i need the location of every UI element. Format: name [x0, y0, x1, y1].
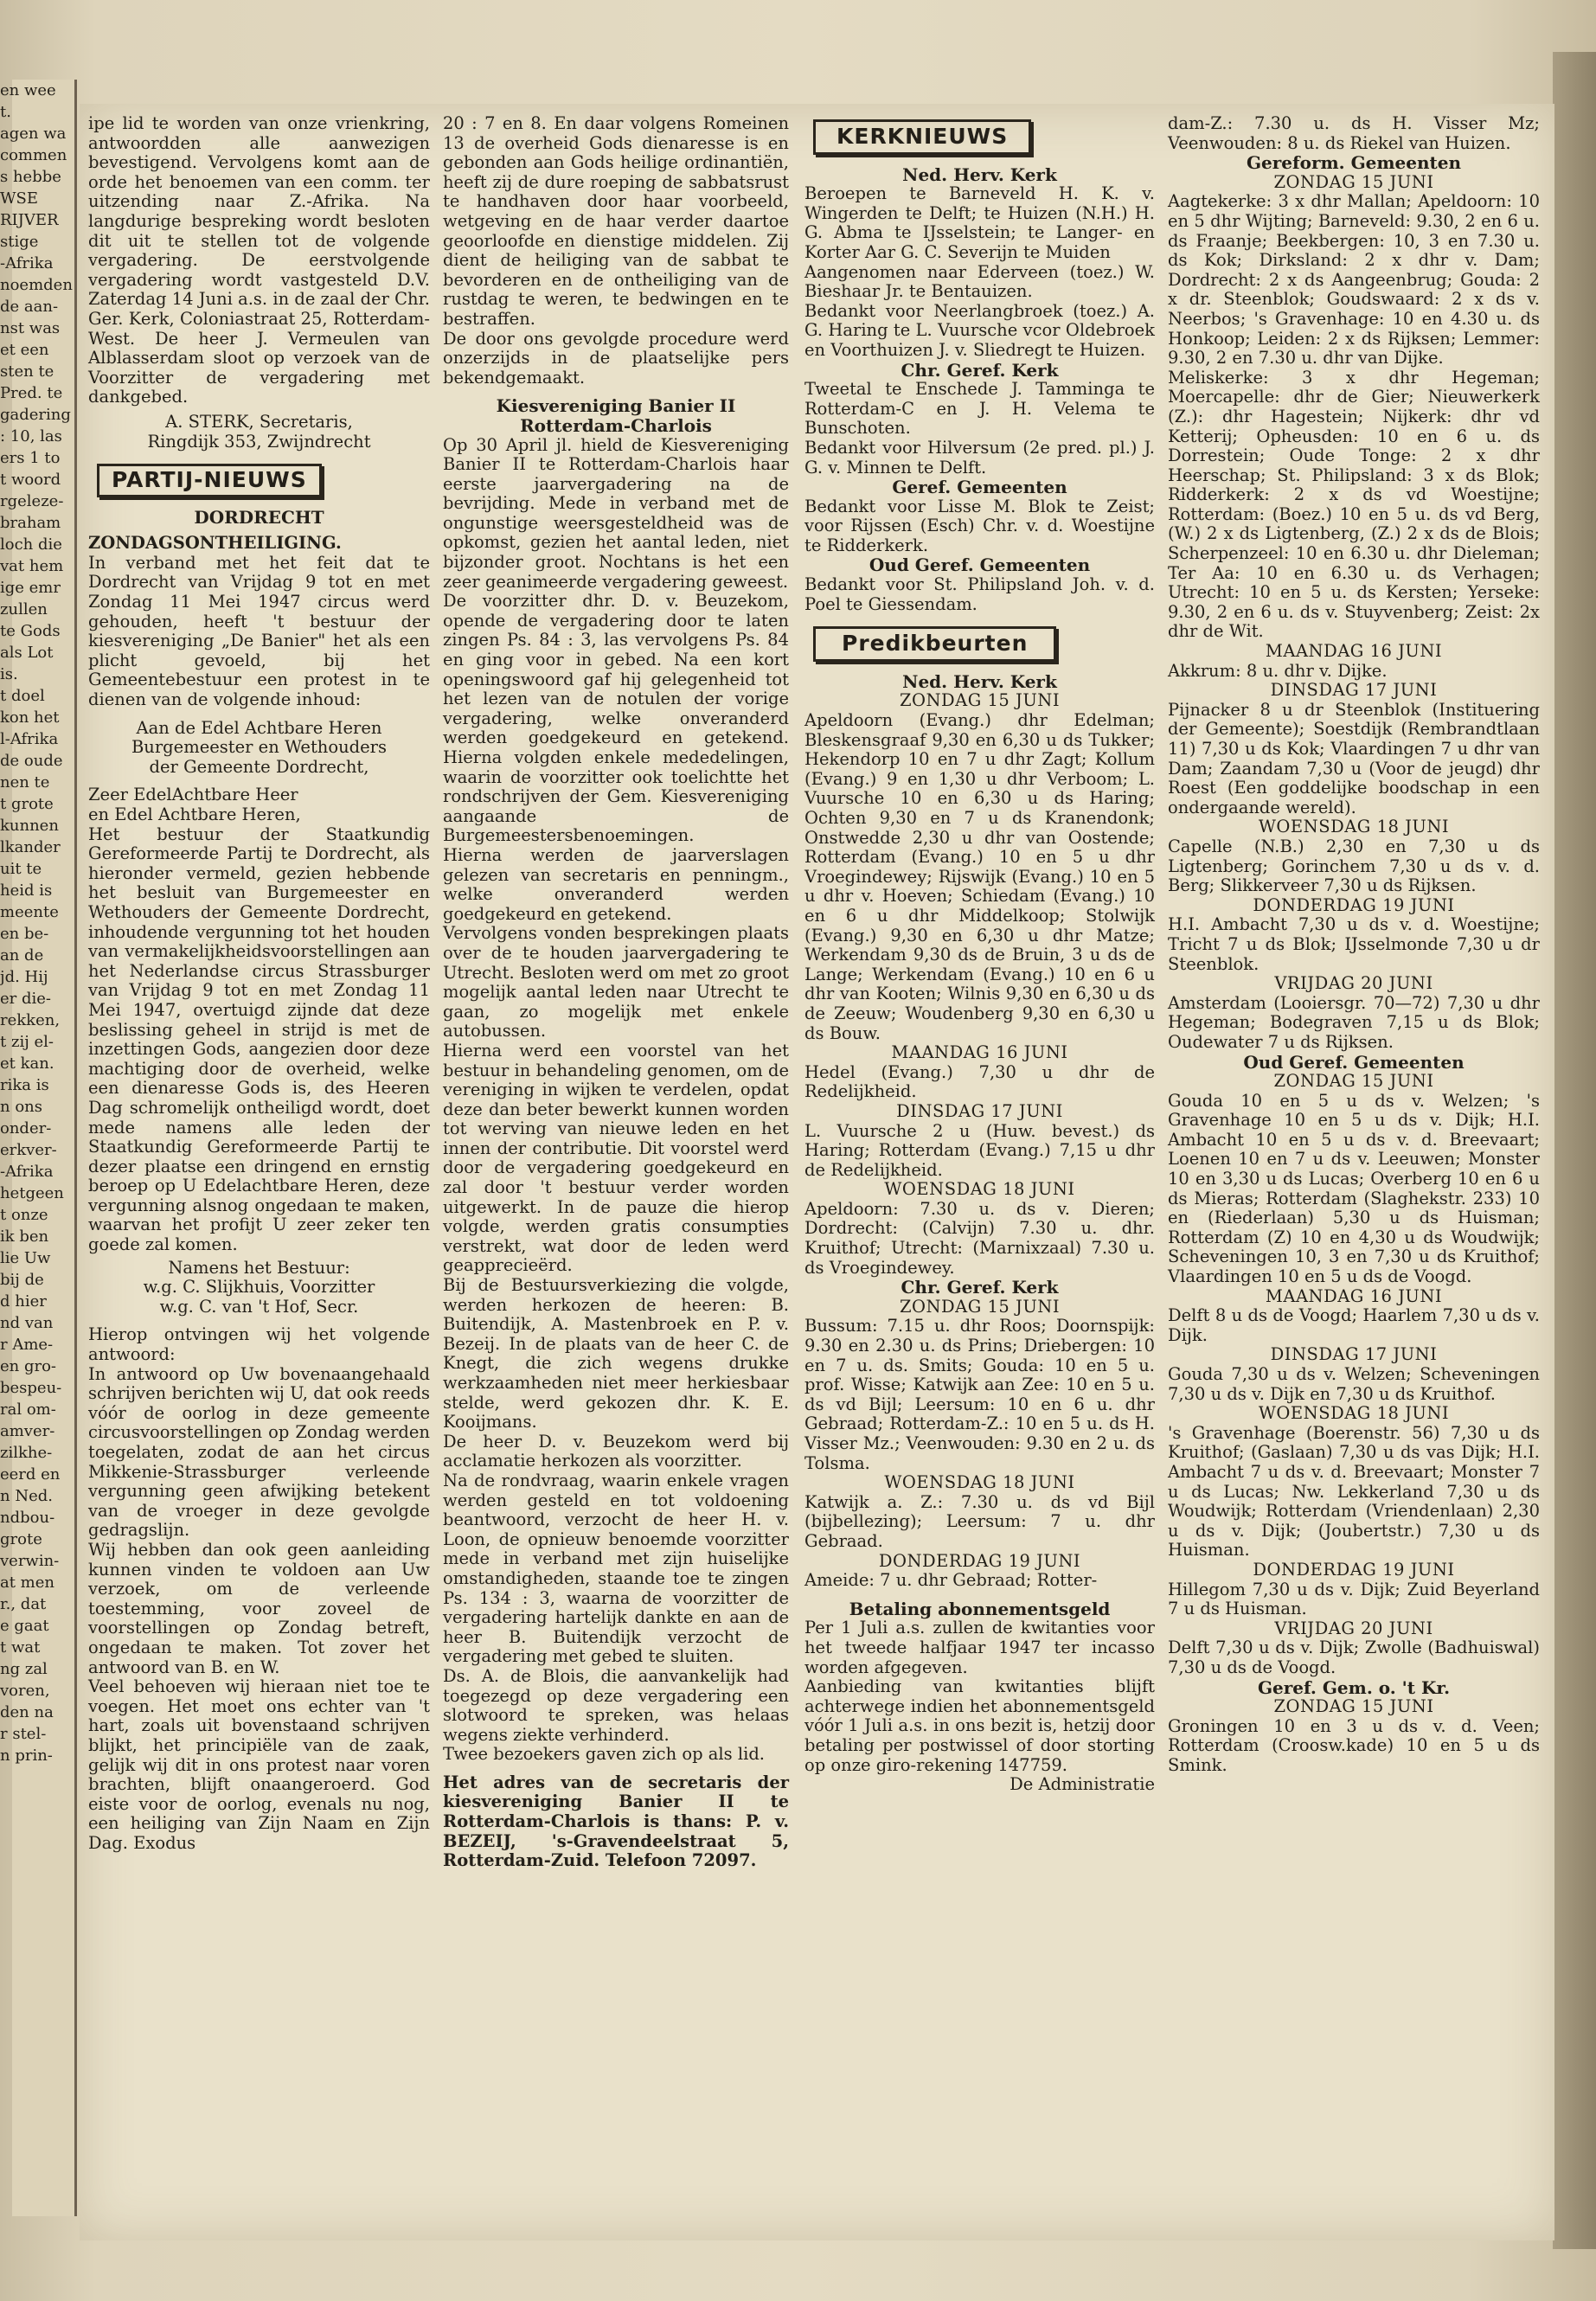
paragraph: De heer D. v. Beuzekom werd bij acclamatie herkozen als voorzitter. — [443, 1431, 789, 1471]
article-subheading: Rotterdam-Charlois — [520, 414, 712, 436]
stub-line: nen te — [0, 773, 50, 792]
stub-line: en gro- — [0, 1357, 57, 1375]
paragraph: Hierna werden de jaarverslagen gelezen van secretaris en penningm., welke onveranderd werden goedgekeurd en getekend. — [443, 844, 789, 924]
day-heading: ZONDAG 15 JUNI — [1273, 1696, 1434, 1717]
paragraph: Na de rondvraag, waarin enkele vragen werden gesteld en tot voldoening beantwoord, verzocht de heer H. v. Loon, de opnieuw benoemde voorzitter mede in verband met zijn huiselijke omstandigheden, staande toe te zingen Ps. 134 : 3, waarna de voorzitter de vergadering hartelijk dankte en aan de heer B. Buitendijk verzocht de vergadering met gebed te sluiten. — [443, 1470, 789, 1667]
signature: A. STERK, Secretaris, — [165, 411, 353, 432]
service-list: Katwijk a. Z.: 7.30 u. ds vd Bijl (bijbellezing); Leersum: 7 u. dhr Gebraad. — [804, 1491, 1155, 1551]
church-heading: Oud Geref. Gemeenten — [1243, 1051, 1465, 1073]
church-heading: Chr. Geref. Kerk — [901, 1277, 1059, 1298]
stub-line: erkver- — [0, 1141, 57, 1159]
stub-line: : 10, las — [0, 427, 62, 445]
day-heading: DINSDAG 17 JUNI — [1270, 1344, 1438, 1365]
notice-text: Aanbieding van kwitanties blijft achterwege indien het abonnementsgeld vóór 1 Juli a.s. in ons bezit is, hetzij door betaling per postwissel of door storting op onze giro-rekening 147759. — [804, 1676, 1155, 1775]
service-list: Capelle (N.B.) 2,30 en 7,30 u ds Ligtenberg; Gorinchem 7,30 u ds v. d. Berg; Slikkerveer 7,30 u ds Rijksen. — [1168, 836, 1540, 896]
stub-line: Pred. te — [0, 384, 63, 402]
stub-line: onder- — [0, 1119, 52, 1138]
notice-signature: De Administratie — [1010, 1774, 1155, 1795]
stub-line: s hebbe — [0, 168, 61, 186]
signature-address: Ringdijk 353, Zwijndrecht — [147, 431, 371, 452]
stub-line: en be- — [0, 925, 49, 943]
stub-line: ral om- — [0, 1400, 56, 1419]
address-line: der Gemeente Dordrecht, — [149, 756, 369, 777]
column-1 — [88, 114, 430, 1853]
stub-line: en wee — [0, 81, 56, 99]
paragraph: Het bestuur der Staatkundig Gereformeerde Partij te Dordrecht, als hieronder vermeld, gezien hebbende het besluit van Burgemeester en Wethouders der Gemeente Dordrecht, inhoudende vergunning tot het houden van vermakelijkheidsvoorstellingen aan het Nederlandse circus Strassburger van Vrijdag 9 tot en met Zondag 11 Mei 1947, overtuigd zijnde dat deze beslissing geheel in strijd is met de inzettingen Gods, aangezien door deze machtiging door de overheid, welke een dienaresse Gods is, des Heeren Dag schromelijk ontheiligd wordt, doet mede namens alle leden der Staatkundig Gereformeerde Partij te dezer plaatse een dringend en ernstig beroep op U Edelachtbare Heren, deze vergunning alsnog ongedaan te maken, waarvan het profijt U zeer zeker ten goede zal komen. — [88, 824, 430, 1255]
day-heading: WOENSDAG 18 JUNI — [884, 1472, 1075, 1493]
stub-line: vat hem — [0, 557, 64, 575]
news-item: Beroepen te Barneveld H. K. v. Wingerden te Delft; te Huizen (N.H.) H. G. Abma te IJsselstein; te Langer- en Korter Aar G. C. Severijn te Muiden — [804, 183, 1155, 262]
stub-line: gadering — [0, 406, 71, 424]
paragraph: Veel behoeven wij hieraan niet toe te voegen. Het moet ons echter van 't hart, zoals uit bovenstaand schrijven blijkt, het principiële van de zaak, gelijk wij dit in ons protest naar voren brachten, blijft onaangeroerd. God eiste voor de oorlog, evenals nu nog, een heiliging van Zijn Naam en Zijn Dag. Exodus — [88, 1676, 430, 1853]
stub-line: verwin- — [0, 1552, 60, 1570]
stub-line: ng zal — [0, 1660, 48, 1678]
stub-line: bij de — [0, 1271, 44, 1289]
church-heading: Geref. Gem. o. 't Kr. — [1257, 1676, 1451, 1698]
day-heading: MAANDAG 16 JUNI — [1265, 1285, 1443, 1306]
news-item: Bedankt voor Hilversum (2e pred. pl.) J. G. v. Minnen te Delft. — [804, 437, 1155, 478]
paragraph: De voorzitter dhr. D. v. Beuzekom, opende de vergadering door te laten zingen Ps. 84 : 3, las vervolgens Ps. 84 en ging voor in gebed. Na een kort openingswoord gaf hij gelegenheid tot het lezen van de notulen der vorige vergadering, welke onveranderd werden goedgekeurd en getekend. Hierna volgden enkele mededelingen, waarin de voorzitter ook toelichtte het rondschrijven der Gem. Kiesvereniging aangaande de Burgemeestersbenoemingen. — [443, 591, 789, 846]
stub-line: den na — [0, 1703, 54, 1721]
stub-line: t. — [0, 103, 11, 121]
news-item: Aangenomen naar Ederveen (toez.) W. Bieshaar Jr. te Bentauizen. — [804, 261, 1155, 302]
stub-line: et een — [0, 341, 49, 359]
stub-line: lie Uw — [0, 1249, 51, 1267]
stub-line: t woord — [0, 471, 61, 489]
address-line: Aan de Edel Achtbare Heren — [136, 717, 382, 738]
service-list: Akkrum: 8 u. dhr v. Dijke. — [1168, 660, 1388, 681]
service-list: Bussum: 7.15 u. dhr Roos; Doornspijk: 9.30 en 2.30 u. ds Prins; Driebergen: 10 en 7 u. ds. Smits; Gouda: 10 en 5 u. prof. Wisse; Katwijk aan Zee: 10 en 5 u. ds vd Bijl; Leersum: 10 en 6 u. dhr Gebraad; Rotterdam-Z.: 10 en 5 u. ds H. Visser Mz.; Veenwouden: 9.30 en 2 u. ds Tolsma. — [804, 1316, 1155, 1473]
paragraph: In antwoord op Uw bovenaangehaald schrijven berichten wij U, dat ook reeds vóór de oorlog in deze gemeente circusvoorstellingen op Zondag werden toegelaten, zodat de aan het circus Mikkenie-Strassburger verleende vergunning geen afwijking betekent van de vroeger in deze gevolgde gedragslijn. — [88, 1363, 430, 1541]
day-heading: ZONDAG 15 JUNI — [899, 1296, 1061, 1317]
day-heading: VRIJDAG 20 JUNI — [1274, 1618, 1433, 1638]
day-heading: WOENSDAG 18 JUNI — [1258, 817, 1450, 837]
intro-text: ipe lid te worden van onze vrienkring, antwoordden alle aanwezigen bevestigend. Vervolgens komt aan de orde het benoemen van een comm. ter uitzending naar Z.-Afrika. Na langdurige bespreking wordt besloten dit uit te stellen tot de volgende vergadering. De eerstvolgende vergadering wordt vastgesteld D.V. Zaterdag 14 Juni a.s. in de zaal der Chr. Ger. Kerk, Coloniastraat 25, Rotterdam-West. De heer J. Vermeulen van Alblasserdam sloot op verzoek van de Voorzitter de vergadering met dankgebed. — [88, 113, 430, 407]
paragraph: Wij hebben dan ook geen aanleiding kunnen vinden te voldoen aan Uw verzoek, om de verleende toestemming, voor zoveel de voorstellingen op Zondag betreft, ongedaan te maken. Tot zover het antwoord van B. en W. — [88, 1539, 430, 1677]
paragraph: De door ons gevolgde procedure werd onzerzijds in de plaatselijke pers bekendgemaakt. — [443, 328, 789, 388]
signature-head: Namens het Bestuur: — [168, 1257, 350, 1278]
stub-line: noemden — [0, 276, 73, 294]
stub-line: n prin- — [0, 1747, 53, 1765]
stub-line: RIJVER — [0, 211, 59, 229]
stub-line: t onze — [0, 1206, 48, 1224]
section-kerknieuws: KERKNIEUWS — [813, 119, 1031, 155]
stub-line: de aan- — [0, 298, 59, 316]
stub-line: kunnen — [0, 817, 59, 835]
stub-line: als Lot — [0, 644, 54, 662]
service-list: dam-Z.: 7.30 u. ds H. Visser Mz; Veenwouden: 8 u. ds Riekel van Huizen. — [1168, 113, 1540, 153]
stub-line: rgeleze- — [0, 492, 64, 510]
stub-line: eerd en — [0, 1465, 61, 1484]
service-list: Pijnacker 8 u dr Steenblok (Instituering der Gemeente); Soestdijk (Rembrandtlaan 11) 7,30 u ds Kok; Vlaardingen 7 u dhr van Dam; Zaandam 7,30 u (Voor de jeugd) dhr Roest (Een goddelijke boodschap in een ondergaande wereld). — [1168, 699, 1540, 817]
stub-line: braham — [0, 514, 61, 532]
church-heading: Ned. Herv. Kerk — [902, 670, 1057, 692]
notice-text: Per 1 Juli a.s. zullen de kwitanties voor het tweede halfjaar 1947 ter incasso worden afgegeven. — [804, 1618, 1155, 1677]
stub-line: loch die — [0, 535, 62, 554]
stub-line: e gaat — [0, 1617, 49, 1635]
column-4 — [1168, 114, 1540, 1775]
article-heading: Kiesvereniging Banier II — [496, 395, 736, 417]
paragraph: Hierop ontvingen wij het volgende antwoord: — [88, 1324, 430, 1365]
stub-line: lkander — [0, 838, 61, 856]
day-heading: WOENSDAG 18 JUNI — [1258, 1403, 1450, 1424]
day-heading: MAANDAG 16 JUNI — [1265, 641, 1443, 662]
church-heading: Chr. Geref. Kerk — [901, 359, 1059, 381]
stub-line: rekken, — [0, 1011, 61, 1029]
stub-line: r stel- — [0, 1725, 47, 1743]
stub-line: et kan. — [0, 1054, 54, 1073]
notice-heading: Betaling abonnementsgeld — [849, 1598, 1111, 1619]
service-list: Gouda 7,30 u ds v. Welzen; Scheveningen 7,30 u ds v. Dijk en 7,30 u ds Kruithof. — [1168, 1364, 1540, 1404]
day-heading: DINSDAG 17 JUNI — [1270, 680, 1438, 701]
service-list: Hillegom 7,30 u ds v. Dijk; Zuid Beyerland 7 u ds Huisman. — [1168, 1579, 1540, 1619]
news-item: Bedankt voor Neerlangbroek (toez.) A. G. Haring te L. Vuursche vcor Oldebroek en Voorthuizen J. v. Sliedregt te Huizen. — [804, 300, 1155, 360]
service-list: H.I. Ambacht 7,30 u ds v. d. Woestijne; Tricht 7 u ds Blok; IJsselmonde 7,30 u dr Steenblok. — [1168, 914, 1540, 974]
service-list: Aagtekerke: 3 x dhr Mallan; Apeldoorn: 10 en 5 dhr Wijting; Barneveld: 9.30, 2 en 6 u. ds Fraanje; Beekbergen: 10, 3 en 7.30 u. ds Kok; Dirksland: 2 x dhr v. Dam; Dordrecht: 2 x ds Aangeenbrug; Gouda: 2 x dr. Steenblok; Goudswaard: 2 x ds v. Neerbos; 's Gravenhage: 10 en 4.30 u. ds Honkoop; Leiden: 2 x ds Rijksen; Lemmer: 9.30, 2 en 7.30 u. dhr van Dijke. — [1168, 191, 1540, 369]
stub-line: WSE — [0, 189, 38, 208]
signature-line: w.g. C. van 't Hof, Secr. — [159, 1296, 359, 1317]
stub-line: r Ame- — [0, 1336, 54, 1354]
stub-line: ndbou- — [0, 1509, 55, 1527]
stub-line: ige emr — [0, 579, 61, 597]
service-list: Ameide: 7 u. dhr Gebraad; Rotter- — [804, 1570, 1098, 1591]
stub-line: at men — [0, 1574, 54, 1592]
signature-line: w.g. C. Slijkhuis, Voorzitter — [143, 1277, 375, 1298]
news-item: Tweetal te Enschede J. Tamminga te Rotterdam-C en J. H. Velema te Bunschoten. — [804, 379, 1155, 439]
day-heading: WOENSDAG 18 JUNI — [884, 1179, 1075, 1200]
stub-line: rika is — [0, 1076, 49, 1094]
salutation: Zeer EdelAchtbare Heer — [88, 785, 298, 805]
paragraph: Bij de Bestuursverkiezing die volgde, werden herkozen de heeren: B. Buitendijk, A. Mastenbroek en P. v. Bezeij. In de plaats van de heer C. de Knegt, die zich wegens drukke werkzaamheden niet meer herkiesbaar stelde, werd gekozen dhr. K. E. Kooijmans. — [443, 1275, 789, 1433]
service-list: Groningen 10 en 3 u ds v. d. Veen; Rotterdam (Croosw.kade) 10 en 5 u ds Smink. — [1168, 1715, 1540, 1775]
church-heading: Gereform. Gemeenten — [1246, 152, 1462, 174]
section-predikbeurten: Predikbeurten — [813, 626, 1056, 662]
service-list: Delft 8 u ds de Voogd; Haarlem 7,30 u ds v. Dijk. — [1168, 1305, 1540, 1345]
stub-line: t zij el- — [0, 1033, 54, 1051]
service-list: Hedel (Evang.) 7,30 u dhr de Redelijkheid. — [804, 1061, 1155, 1102]
stub-line: te Gods — [0, 622, 61, 640]
paragraph: 20 : 7 en 8. En daar volgens Romeinen 13 de overheid Gods dienaresse is en gebonden aan Gods heilige ordinantiën, heeft zij de dure roeping de sabbatsrust te handhaven door haar voorbeeld, wetgeving en de haar verder daartoe geoorloofde en dienstige middelen. Zij dient de heiliging van de sabbat te bevorderen en de ontheiliging van de rustdag te weren, te bedwingen en te bestraffen. — [443, 113, 789, 329]
stub-line: an de — [0, 946, 44, 965]
stub-line: n Ned. — [0, 1487, 53, 1505]
secretary-address: Het adres van de secretaris der kiesvereniging Banier II te Rotterdam-Charlois is thans: P. v. BEZEIJ, 's-Gravendeelstraat 5, Rotterdam-Zuid. Telefoon 72097. — [443, 1772, 789, 1871]
stub-line: is. — [0, 665, 18, 683]
stub-line: ik ben — [0, 1227, 49, 1246]
service-list: L. Vuursche 2 u (Huw. bevest.) ds Haring; Rotterdam (Evang.) 7,15 u dhr de Redelijkheid. — [804, 1120, 1155, 1180]
address-line: Burgemeester en Wethouders — [131, 737, 388, 758]
stub-line: heid is — [0, 881, 53, 900]
day-heading: DONDERDAG 19 JUNI — [1253, 894, 1455, 915]
news-item: Bedankt voor Lisse M. Blok te Zeist; voor Rijssen (Esch) Chr. v. d. Woestijne te Ridderkerk. — [804, 496, 1155, 555]
church-heading: Oud Geref. Gemeenten — [869, 554, 1091, 576]
stub-line: er die- — [0, 990, 51, 1008]
stub-line: de oude — [0, 752, 63, 770]
stub-line: zilkhe- — [0, 1444, 53, 1462]
service-list: Apeldoorn: 7.30 u. ds v. Dieren; Dordrecht: (Calvijn) 7.30 u. dhr. Kruithof; Utrecht: (Marnixzaal) 7.30 u. ds Vroegindewey. — [804, 1198, 1155, 1278]
city-heading: DORDRECHT — [194, 506, 324, 528]
stub-line: -Afrika — [0, 254, 54, 272]
stub-line: ers 1 to — [0, 449, 61, 467]
stub-line: agen wa — [0, 125, 67, 143]
service-list: Gouda 10 en 5 u ds v. Welzen; 's Gravenhage 10 en 5 u ds v. Dijk; H.I. Ambacht 10 en 5 u ds v. d. Breevaart; Loenen 10 en 7 u ds v. Leeuwen; Monster 10 en 3,30 u ds Lucas; Overberg 10 en 6 u ds Mieras; Rotterdam (Slaghekstr. 233) 10 en (Riederlaan) 5,30 u ds Huisman; Rotterdam (Z) 10 en 4,30 u ds Woudwijk; Scheveningen 10, 3 en 7,30 u ds Kruithof; Vlaardingen 10 en 5 u ds de Voogd. — [1168, 1090, 1540, 1287]
paragraph: Op 30 April jl. hield de Kiesvereniging Banier II te Rotterdam-Charlois haar eerste jaarvergadering na de bevrijding. Mede in verband met de ongunstige weersgesteldheid was de opkomst, gezien het aantal leden, niet bijzonder groot. Nochtans is het een zeer geanimeerde vergadering geweest. — [443, 434, 789, 592]
stub-line: bespeu- — [0, 1379, 62, 1397]
stub-line: zullen — [0, 600, 48, 619]
stub-line: amver- — [0, 1422, 55, 1440]
article-heading: ZONDAGSONTHEILIGING. — [88, 533, 342, 554]
paragraph: In verband met het feit dat te Dordrecht van Vrijdag 9 tot en met Zondag 11 Mei 1947 circus werd gehouden, heeft 't bestuur der kiesvereniging „De Banier" het als een plicht gevoeld, bij het Gemeentebestuur een protest in te dienen van de volgende inhoud: — [88, 552, 430, 710]
stub-line: l-Afrika — [0, 730, 59, 748]
stub-line: t doel — [0, 687, 45, 705]
stub-line: hetgeen — [0, 1184, 64, 1202]
stub-line: n ons — [0, 1098, 42, 1116]
day-heading: MAANDAG 16 JUNI — [891, 1042, 1068, 1063]
stub-line: nd van — [0, 1314, 54, 1332]
church-heading: Geref. Gemeenten — [892, 477, 1067, 498]
service-list: Apeldoorn (Evang.) dhr Edelman; Bleskensgraaf 9,30 en 6,30 u ds Tukker; Hekendorp 10 en 7 u dhr Zagt; Kollum (Evang.) 9 en 1,30 u dhr Verboom; L. Vuursche 10 en 6,30 u ds Haring; Ochten 9,30 en 7 u ds Kranendonk; Onstwedde 2,30 u dhr van Oostende; Rotterdam (Evang.) 10 en 5 u dhr Vroegindewey; Rijswijk (Evang.) 10 en 5 u dhr v. Hoeven; Schiedam (Evang.) 10 en 6 u dhr Middelkoop; Stolwijk (Evang.) 9,30 en 6,30 u dhr Matze; Werkendam 9,30 ds de Bruin, 3 u ds de Lange; Werkendam (Evang.) 10 en 6 u dhr van Kooten; Wilnis 9,30 en 6,30 u ds de Zeeuw; Woudenberg 9,30 en 6,30 u ds Bouw. — [804, 710, 1155, 1043]
service-list: Amsterdam (Looiersgr. 70—72) 7,30 u dhr Hegeman; Bodegraven 7,15 u ds Blok; Oudewater 7 u ds Rijksen. — [1168, 992, 1540, 1052]
day-heading: ZONDAG 15 JUNI — [899, 690, 1061, 711]
stub-line: uit te — [0, 860, 42, 878]
service-list: Meliskerke: 3 x dhr Hegeman; Moercapelle: dhr de Gier; Nieuwerkerk (Z.): dhr Hagestein; Nijkerk: dhr vd Ketterij; Opheusden: 10 en 6 u. ds Dorrestein; Oude Tonge: 2 x dhr Heerschap; St. Philipsland: 3 x ds Blok; Ridderkerk: 2 x ds vd Woestijne; Rotterdam: (Boez.) 10 en 5 u. ds vd Berg, (W.) 2 x ds Ligtenberg, (Z.) 2 x ds de Blois; Scherpenzeel: 10 en 6.30 u. dhr Dieleman; Ter Aa: 10 en 6.30 u. ds Verhagen; Utrecht: 10 en 5 u. ds Kersten; Yerseke: 9.30, 2 en 6 u. ds v. Stuyvenberg; Zeist: 2x dhr de Wit. — [1168, 367, 1540, 642]
stub-line: stige — [0, 233, 39, 251]
stub-line: kon het — [0, 708, 60, 727]
day-heading: DONDERDAG 19 JUNI — [1253, 1559, 1455, 1580]
day-heading: DONDERDAG 19 JUNI — [878, 1550, 1081, 1571]
stub-line: sten te — [0, 362, 54, 381]
day-heading: ZONDAG 15 JUNI — [1273, 1071, 1434, 1092]
column-2 — [443, 114, 789, 1871]
stub-line: voren, — [0, 1682, 50, 1700]
news-item: Bedankt voor St. Philipsland Joh. v. d. Poel te Giessendam. — [804, 574, 1155, 614]
church-heading: Ned. Herv. Kerk — [902, 163, 1057, 185]
stub-line: r., dat — [0, 1595, 47, 1613]
stub-line: grote — [0, 1530, 42, 1548]
stub-line: jd. Hij — [0, 968, 48, 986]
service-list: Delft 7,30 u ds v. Dijk; Zwolle (Badhuiswal) 7,30 u ds de Voogd. — [1168, 1638, 1540, 1677]
stub-line: d hier — [0, 1292, 47, 1311]
stub-line: nst was — [0, 319, 61, 337]
service-list: 's Gravenhage (Boerenstr. 56) 7,30 u ds Kruithof; (Gaslaan) 7,30 u ds vas Dijk; H.I. Ambacht 7 u ds v. d. Breevaart; Monster 7 u ds Lucas; Nw. Lekkerland 7,30 u ds Woudwijk; Rotterdam (Vriendenlaan) 2,30 u ds v. Dijk; (Joubertstr.) 7,30 u ds Huisman. — [1168, 1422, 1540, 1561]
left-page-stub — [0, 80, 77, 2216]
column-3 — [804, 114, 1155, 1795]
day-heading: DINSDAG 17 JUNI — [896, 1100, 1063, 1121]
salutation: en Edel Achtbare Heren, — [88, 804, 301, 824]
newspaper-page — [80, 104, 1554, 2240]
section-partij-nieuws: PARTIJ-NIEUWS — [97, 464, 322, 497]
paragraph: Ds. A. de Blois, die aanvankelijk had toegezegd op deze vergadering een slotwoord te spreken, was helaas wegens ziekte verhinderd. — [443, 1665, 789, 1745]
binding-edge — [1553, 52, 1596, 2249]
stub-line: -Afrika — [0, 1163, 54, 1181]
paragraph: Twee bezoekers gaven zich op als lid. — [443, 1744, 765, 1765]
paragraph: Vervolgens vonden besprekingen plaats over de te houden jaarvergadering te Utrecht. Besloten werd om met zo groot mogelijk aantal leden naar Utrecht te gaan, zo mogelijk met enkele autobussen. — [443, 923, 789, 1042]
stub-line: meente — [0, 903, 59, 921]
stub-line: t wat — [0, 1638, 41, 1657]
stub-line: commen — [0, 146, 67, 164]
stub-line: t grote — [0, 795, 54, 813]
day-heading: ZONDAG 15 JUNI — [1273, 171, 1434, 192]
paragraph: Hierna werd een voorstel van het bestuur in behandeling genomen, om de vereniging in wijken te verdelen, opdat deze dan beter bewerkt kunnen worden tot werving van nieuwe leden en het innen der contributie. Dit voorstel werd door de vergadering goedgekeurd en zal door 't bestuur verder worden uitgewerkt. In de pauze die hierop volgde, werden gratis consumpties verstrekt, wat door de leden werd geapprecieërd. — [443, 1040, 789, 1276]
day-heading: VRIJDAG 20 JUNI — [1274, 973, 1433, 994]
